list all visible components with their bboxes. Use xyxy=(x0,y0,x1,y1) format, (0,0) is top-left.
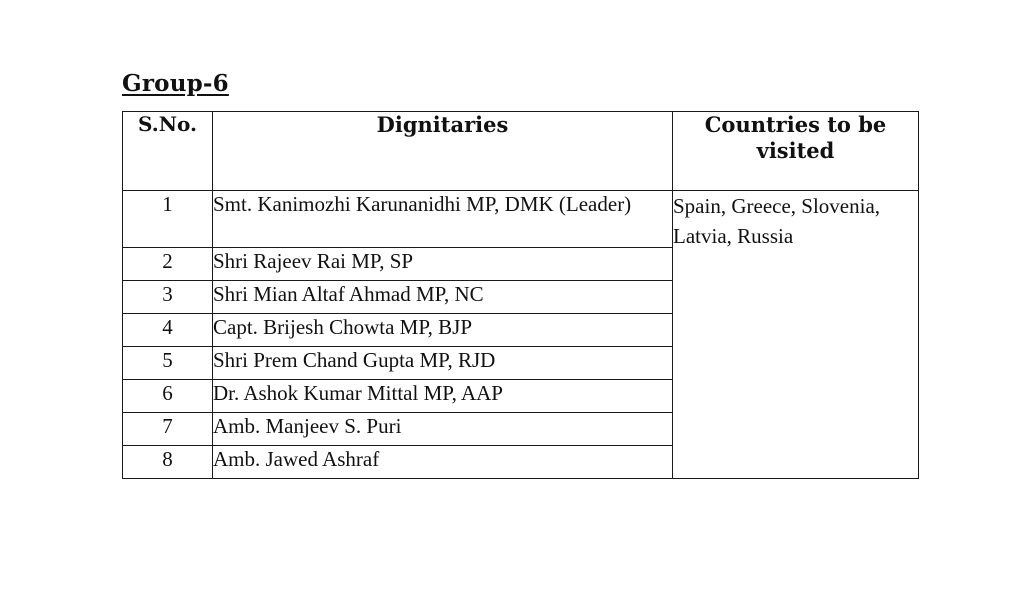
cell-sno: 3 xyxy=(123,281,213,314)
cell-sno: 4 xyxy=(123,314,213,347)
cell-dignitary: Capt. Brijesh Chowta MP, BJP xyxy=(213,314,673,347)
page-title: Group-6 xyxy=(122,70,229,97)
cell-dignitary: Amb. Jawed Ashraf xyxy=(213,446,673,479)
cell-sno: 8 xyxy=(123,446,213,479)
cell-sno: 1 xyxy=(123,191,213,248)
column-header-dignitaries: Dignitaries xyxy=(213,112,673,191)
column-header-sno: S.No. xyxy=(123,112,213,191)
cell-sno: 6 xyxy=(123,380,213,413)
table-header xyxy=(123,112,919,191)
column-header-countries: Countries to be visited xyxy=(673,112,919,191)
cell-sno: 7 xyxy=(123,413,213,446)
dignitaries-table xyxy=(122,111,919,479)
table-row xyxy=(123,191,919,248)
cell-dignitary: Amb. Manjeev S. Puri xyxy=(213,413,673,446)
cell-sno: 5 xyxy=(123,347,213,380)
cell-dignitary: Shri Rajeev Rai MP, SP xyxy=(213,248,673,281)
cell-countries: Spain, Greece, Slovenia, Latvia, Russia xyxy=(673,191,919,479)
table-header-row xyxy=(123,112,919,191)
cell-dignitary: Shri Mian Altaf Ahmad MP, NC xyxy=(213,281,673,314)
table-body xyxy=(123,191,919,479)
cell-dignitary: Shri Prem Chand Gupta MP, RJD xyxy=(213,347,673,380)
cell-dignitary: Smt. Kanimozhi Karunanidhi MP, DMK (Leader) xyxy=(213,191,673,248)
cell-sno: 2 xyxy=(123,248,213,281)
cell-dignitary: Dr. Ashok Kumar Mittal MP, AAP xyxy=(213,380,673,413)
